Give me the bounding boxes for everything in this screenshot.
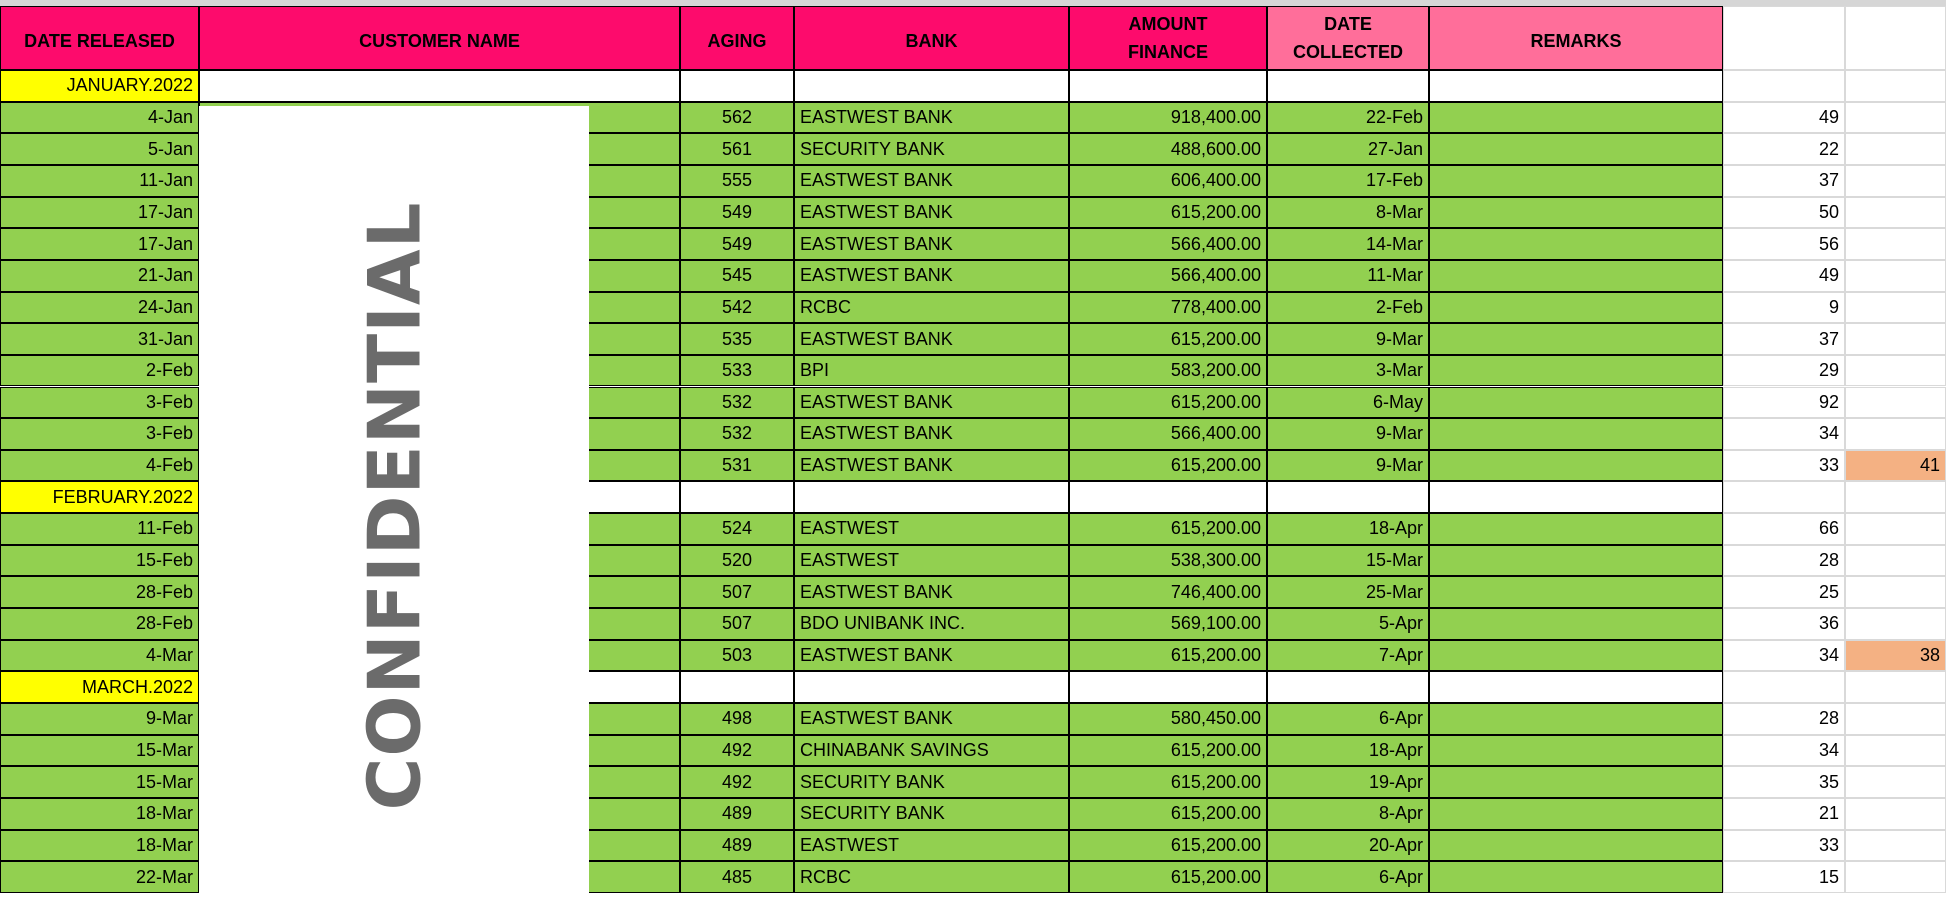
cell-date-collected[interactable]: 9-Mar (1267, 323, 1429, 355)
cell-date-collected[interactable]: 11-Mar (1267, 260, 1429, 292)
cell-extra[interactable] (1845, 608, 1946, 640)
empty-cell[interactable] (794, 481, 1069, 513)
cell-extra[interactable] (1845, 355, 1946, 387)
cell-bank[interactable]: SECURITY BANK (794, 798, 1069, 830)
cell-aging[interactable]: 489 (680, 798, 794, 830)
cell-date-collected[interactable]: 9-Mar (1267, 450, 1429, 482)
cell-remarks[interactable] (1429, 640, 1723, 672)
cell-days[interactable]: 92 (1723, 387, 1845, 419)
cell-bank[interactable]: EASTWEST BANK (794, 102, 1069, 134)
cell-remarks[interactable] (1429, 576, 1723, 608)
cell-date-collected[interactable]: 20-Apr (1267, 830, 1429, 862)
header-label-line: AMOUNT (1128, 14, 1208, 34)
header-label-line: REMARKS (1530, 31, 1622, 51)
cell-amount[interactable]: 580,450.00 (1069, 703, 1267, 735)
cell-date-collected[interactable]: 8-Apr (1267, 798, 1429, 830)
cell-extra[interactable] (1845, 323, 1946, 355)
header-label-line: CUSTOMER NAME (359, 31, 520, 51)
cell-bank[interactable]: EASTWEST BANK (794, 323, 1069, 355)
cell-aging[interactable]: 489 (680, 830, 794, 862)
cell-extra[interactable] (1845, 576, 1946, 608)
cell-date-collected[interactable]: 8-Mar (1267, 197, 1429, 229)
cell-extra[interactable] (1845, 102, 1946, 134)
header-label-line: FINANCE (1128, 42, 1208, 62)
cell-date-released[interactable]: 15-Mar (0, 766, 199, 798)
header-label (1070, 7, 1266, 69)
empty-cell[interactable] (1845, 481, 1946, 513)
cell-date-collected[interactable]: 18-Apr (1267, 513, 1429, 545)
header-aging[interactable] (680, 6, 794, 70)
cell-days[interactable]: 34 (1723, 640, 1845, 672)
cell-aging[interactable]: 549 (680, 197, 794, 229)
cell-date-released[interactable]: 18-Mar (0, 830, 199, 862)
cell-date-released[interactable]: 9-Mar (0, 703, 199, 735)
cell-extra[interactable] (1845, 545, 1946, 577)
cell-amount[interactable]: 488,600.00 (1069, 133, 1267, 165)
month-label-cell[interactable]: JANUARY.2022 (0, 70, 199, 102)
cell-remarks[interactable] (1429, 861, 1723, 893)
cell-extra[interactable]: 38 (1845, 640, 1946, 672)
cell-amount[interactable]: 615,200.00 (1069, 830, 1267, 862)
cell-days[interactable]: 66 (1723, 513, 1845, 545)
cell-date-collected[interactable]: 6-Apr (1267, 861, 1429, 893)
cell-bank[interactable]: EASTWEST BANK (794, 576, 1069, 608)
cell-date-collected[interactable]: 2-Feb (1267, 292, 1429, 324)
cell-days[interactable]: 21 (1723, 798, 1845, 830)
header-label-line: COLLECTED (1293, 42, 1403, 62)
cell-date-collected[interactable]: 15-Mar (1267, 545, 1429, 577)
empty-cell[interactable] (1267, 671, 1429, 703)
empty-cell[interactable] (794, 70, 1069, 102)
month-label-cell[interactable]: FEBRUARY.2022 (0, 481, 199, 513)
cell-bank[interactable]: EASTWEST BANK (794, 228, 1069, 260)
cell-aging[interactable]: 555 (680, 165, 794, 197)
cell-extra[interactable] (1845, 766, 1946, 798)
cell-date-collected[interactable]: 5-Apr (1267, 608, 1429, 640)
cell-remarks[interactable] (1429, 450, 1723, 482)
cell-date-released[interactable]: 5-Jan (0, 133, 199, 165)
cell-date-collected[interactable]: 17-Feb (1267, 165, 1429, 197)
header-empty-cell[interactable] (1845, 6, 1946, 70)
cell-days[interactable]: 37 (1723, 323, 1845, 355)
cell-aging[interactable]: 535 (680, 323, 794, 355)
cell-remarks[interactable] (1429, 133, 1723, 165)
cell-remarks[interactable] (1429, 766, 1723, 798)
empty-cell[interactable] (1429, 70, 1723, 102)
cell-date-collected[interactable]: 18-Apr (1267, 735, 1429, 767)
cell-date-collected[interactable]: 6-Apr (1267, 703, 1429, 735)
header-label (1, 7, 198, 69)
cell-amount[interactable]: 615,200.00 (1069, 450, 1267, 482)
cell-remarks[interactable] (1429, 355, 1723, 387)
cell-date-released[interactable]: 2-Feb (0, 355, 199, 387)
empty-cell[interactable] (1069, 671, 1267, 703)
cell-remarks[interactable] (1429, 260, 1723, 292)
empty-cell[interactable] (1429, 671, 1723, 703)
cell-date-released[interactable]: 3-Feb (0, 387, 199, 419)
cell-aging[interactable]: 533 (680, 355, 794, 387)
cell-bank[interactable]: EASTWEST (794, 830, 1069, 862)
cell-aging[interactable]: 549 (680, 228, 794, 260)
empty-cell[interactable] (199, 70, 680, 102)
cell-days[interactable]: 28 (1723, 545, 1845, 577)
cell-date-released[interactable]: 28-Feb (0, 576, 199, 608)
cell-date-released[interactable]: 11-Feb (0, 513, 199, 545)
cell-amount[interactable]: 566,400.00 (1069, 418, 1267, 450)
cell-date-collected[interactable]: 22-Feb (1267, 102, 1429, 134)
cell-aging[interactable]: 507 (680, 576, 794, 608)
header-label-line: AGING (707, 31, 767, 51)
cell-bank[interactable]: EASTWEST BANK (794, 418, 1069, 450)
cell-amount[interactable]: 615,200.00 (1069, 513, 1267, 545)
cell-aging[interactable]: 498 (680, 703, 794, 735)
cell-date-collected[interactable]: 14-Mar (1267, 228, 1429, 260)
cell-amount[interactable]: 583,200.00 (1069, 355, 1267, 387)
cell-amount[interactable]: 566,400.00 (1069, 260, 1267, 292)
cell-extra[interactable] (1845, 861, 1946, 893)
cell-extra[interactable] (1845, 735, 1946, 767)
empty-cell[interactable] (1267, 70, 1429, 102)
header-date-collected[interactable] (1267, 6, 1429, 70)
cell-bank[interactable]: BDO UNIBANK INC. (794, 608, 1069, 640)
cell-extra[interactable] (1845, 703, 1946, 735)
empty-cell[interactable] (1429, 481, 1723, 513)
cell-days[interactable]: 49 (1723, 102, 1845, 134)
cell-days[interactable]: 33 (1723, 830, 1845, 862)
cell-date-released[interactable]: 4-Mar (0, 640, 199, 672)
cell-amount[interactable]: 615,200.00 (1069, 798, 1267, 830)
cell-date-collected[interactable]: 7-Apr (1267, 640, 1429, 672)
cell-days[interactable]: 22 (1723, 133, 1845, 165)
cell-remarks[interactable] (1429, 228, 1723, 260)
cell-amount[interactable]: 746,400.00 (1069, 576, 1267, 608)
cell-date-released[interactable]: 17-Jan (0, 228, 199, 260)
cell-days[interactable]: 37 (1723, 165, 1845, 197)
cell-days[interactable]: 9 (1723, 292, 1845, 324)
cell-remarks[interactable] (1429, 798, 1723, 830)
cell-aging[interactable]: 492 (680, 735, 794, 767)
cell-remarks[interactable] (1429, 165, 1723, 197)
cell-bank[interactable]: EASTWEST BANK (794, 165, 1069, 197)
cell-remarks[interactable] (1429, 735, 1723, 767)
cell-remarks[interactable] (1429, 418, 1723, 450)
cell-bank[interactable]: EASTWEST BANK (794, 197, 1069, 229)
cell-remarks[interactable] (1429, 102, 1723, 134)
cell-extra[interactable] (1845, 830, 1946, 862)
cell-aging[interactable]: 545 (680, 260, 794, 292)
cell-days[interactable]: 56 (1723, 228, 1845, 260)
cell-aging[interactable]: 561 (680, 133, 794, 165)
header-remarks[interactable] (1429, 6, 1723, 70)
cell-date-released[interactable]: 21-Jan (0, 260, 199, 292)
cell-aging[interactable]: 507 (680, 608, 794, 640)
cell-amount[interactable]: 615,200.00 (1069, 323, 1267, 355)
cell-bank[interactable]: EASTWEST BANK (794, 450, 1069, 482)
cell-bank[interactable]: SECURITY BANK (794, 133, 1069, 165)
cell-days[interactable]: 36 (1723, 608, 1845, 640)
cell-amount[interactable]: 566,400.00 (1069, 228, 1267, 260)
cell-bank[interactable]: EASTWEST BANK (794, 387, 1069, 419)
empty-cell[interactable] (794, 671, 1069, 703)
cell-bank[interactable]: RCBC (794, 861, 1069, 893)
cell-bank[interactable]: EASTWEST (794, 513, 1069, 545)
cell-aging[interactable]: 524 (680, 513, 794, 545)
cell-amount[interactable]: 538,300.00 (1069, 545, 1267, 577)
empty-cell[interactable] (1069, 70, 1267, 102)
header-label (681, 7, 793, 69)
cell-bank[interactable]: EASTWEST BANK (794, 640, 1069, 672)
cell-date-released[interactable]: 11-Jan (0, 165, 199, 197)
month-label-cell[interactable]: MARCH.2022 (0, 671, 199, 703)
cell-date-collected[interactable]: 9-Mar (1267, 418, 1429, 450)
cell-extra[interactable] (1845, 292, 1946, 324)
header-label-line: DATE RELEASED (24, 31, 175, 51)
empty-cell[interactable] (680, 481, 794, 513)
cell-date-released[interactable]: 3-Feb (0, 418, 199, 450)
cell-bank[interactable]: EASTWEST BANK (794, 260, 1069, 292)
cell-date-collected[interactable]: 25-Mar (1267, 576, 1429, 608)
cell-extra[interactable] (1845, 513, 1946, 545)
cell-aging[interactable]: 485 (680, 861, 794, 893)
cell-remarks[interactable] (1429, 830, 1723, 862)
empty-cell[interactable] (1845, 671, 1946, 703)
cell-bank[interactable]: CHINABANK SAVINGS (794, 735, 1069, 767)
cell-days[interactable]: 29 (1723, 355, 1845, 387)
cell-bank[interactable]: EASTWEST (794, 545, 1069, 577)
cell-aging[interactable]: 503 (680, 640, 794, 672)
cell-amount[interactable]: 615,200.00 (1069, 387, 1267, 419)
cell-extra[interactable] (1845, 133, 1946, 165)
empty-cell[interactable] (1723, 481, 1845, 513)
cell-aging[interactable]: 531 (680, 450, 794, 482)
cell-extra[interactable] (1845, 387, 1946, 419)
header-label (1268, 7, 1428, 69)
cell-amount[interactable]: 615,200.00 (1069, 640, 1267, 672)
cell-date-released[interactable]: 31-Jan (0, 323, 199, 355)
header-amount-finance[interactable] (1069, 6, 1267, 70)
cell-remarks[interactable] (1429, 197, 1723, 229)
cell-date-released[interactable]: 17-Jan (0, 197, 199, 229)
header-label (1430, 7, 1722, 69)
empty-cell[interactable] (1267, 481, 1429, 513)
empty-cell[interactable] (1069, 481, 1267, 513)
cell-date-released[interactable]: 15-Mar (0, 735, 199, 767)
cell-aging[interactable]: 542 (680, 292, 794, 324)
cell-extra[interactable] (1845, 228, 1946, 260)
cell-amount[interactable]: 615,200.00 (1069, 861, 1267, 893)
cell-extra[interactable] (1845, 260, 1946, 292)
cell-amount[interactable]: 615,200.00 (1069, 735, 1267, 767)
empty-cell[interactable] (1845, 70, 1946, 102)
cell-remarks[interactable] (1429, 292, 1723, 324)
header-label-line: BANK (905, 31, 958, 51)
cell-date-released[interactable]: 22-Mar (0, 861, 199, 893)
cell-date-released[interactable]: 18-Mar (0, 798, 199, 830)
cell-remarks[interactable] (1429, 387, 1723, 419)
cell-days[interactable]: 15 (1723, 861, 1845, 893)
cell-amount[interactable]: 606,400.00 (1069, 165, 1267, 197)
cell-date-released[interactable]: 4-Jan (0, 102, 199, 134)
cell-days[interactable]: 25 (1723, 576, 1845, 608)
cell-extra[interactable] (1845, 197, 1946, 229)
header-customer-name[interactable] (199, 6, 680, 70)
header-bank[interactable] (794, 6, 1069, 70)
watermark-text: CONFIDENTIAL (352, 201, 436, 811)
cell-date-collected[interactable]: 27-Jan (1267, 133, 1429, 165)
cell-extra[interactable] (1845, 798, 1946, 830)
cell-days[interactable]: 35 (1723, 766, 1845, 798)
cell-extra[interactable]: 41 (1845, 450, 1946, 482)
cell-days[interactable]: 34 (1723, 735, 1845, 767)
cell-days[interactable]: 49 (1723, 260, 1845, 292)
header-label (795, 7, 1068, 69)
cell-bank[interactable]: RCBC (794, 292, 1069, 324)
cell-amount[interactable]: 778,400.00 (1069, 292, 1267, 324)
cell-amount[interactable]: 615,200.00 (1069, 197, 1267, 229)
cell-extra[interactable] (1845, 165, 1946, 197)
cell-days[interactable]: 50 (1723, 197, 1845, 229)
cell-aging[interactable]: 492 (680, 766, 794, 798)
cell-amount[interactable]: 918,400.00 (1069, 102, 1267, 134)
cell-date-released[interactable]: 15-Feb (0, 545, 199, 577)
cell-date-released[interactable]: 28-Feb (0, 608, 199, 640)
cell-remarks[interactable] (1429, 513, 1723, 545)
empty-cell[interactable] (680, 671, 794, 703)
cell-remarks[interactable] (1429, 323, 1723, 355)
cell-bank[interactable]: BPI (794, 355, 1069, 387)
empty-cell[interactable] (1723, 671, 1845, 703)
cell-date-collected[interactable]: 6-May (1267, 387, 1429, 419)
cell-days[interactable]: 33 (1723, 450, 1845, 482)
header-date-released[interactable] (0, 6, 199, 70)
cell-remarks[interactable] (1429, 608, 1723, 640)
empty-cell[interactable] (1723, 70, 1845, 102)
cell-date-released[interactable]: 4-Feb (0, 450, 199, 482)
cell-days[interactable]: 34 (1723, 418, 1845, 450)
cell-days[interactable]: 28 (1723, 703, 1845, 735)
cell-bank[interactable]: EASTWEST BANK (794, 703, 1069, 735)
cell-aging[interactable]: 520 (680, 545, 794, 577)
cell-remarks[interactable] (1429, 545, 1723, 577)
cell-bank[interactable]: SECURITY BANK (794, 766, 1069, 798)
cell-amount[interactable]: 569,100.00 (1069, 608, 1267, 640)
cell-aging[interactable]: 532 (680, 418, 794, 450)
cell-amount[interactable]: 615,200.00 (1069, 766, 1267, 798)
cell-date-collected[interactable]: 3-Mar (1267, 355, 1429, 387)
cell-date-released[interactable]: 24-Jan (0, 292, 199, 324)
cell-date-collected[interactable]: 19-Apr (1267, 766, 1429, 798)
cell-extra[interactable] (1845, 418, 1946, 450)
empty-cell[interactable] (680, 70, 794, 102)
header-label (200, 7, 679, 69)
cell-aging[interactable]: 562 (680, 102, 794, 134)
header-label-line: DATE (1324, 14, 1372, 34)
cell-remarks[interactable] (1429, 703, 1723, 735)
header-empty-cell[interactable] (1723, 6, 1845, 70)
confidential-watermark (199, 106, 589, 906)
cell-aging[interactable]: 532 (680, 387, 794, 419)
